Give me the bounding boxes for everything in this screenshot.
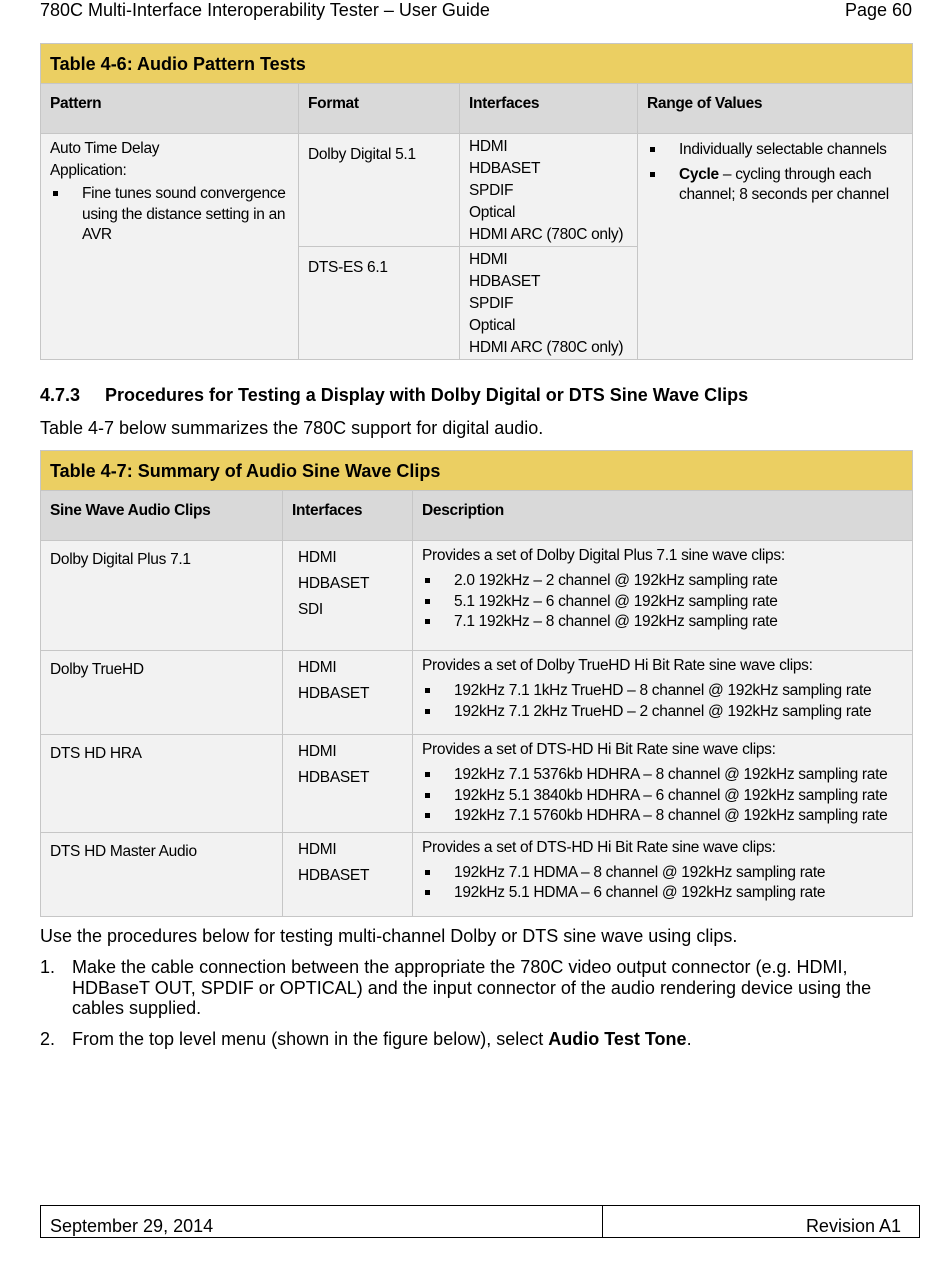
application-bullet: Fine tunes sound convergence using the distance setting in an AVR (50, 184, 289, 246)
description-cell (413, 735, 913, 833)
range-bullet (647, 165, 903, 206)
interfaces-cell (460, 247, 638, 360)
section-number: 4.7.3 (40, 385, 81, 405)
interface-item: HDMI (298, 659, 337, 676)
description-cell (413, 832, 913, 916)
description-bullet: 192kHz 7.1 5376kb HDHRA – 8 channel @ 192kHz sampling rate (422, 765, 903, 786)
pattern-name: Auto Time Delay (50, 140, 160, 157)
table-header-row (41, 491, 913, 541)
interfaces-cell (283, 651, 413, 735)
format-name: Dolby Digital 5.1 (308, 146, 416, 163)
table-row (41, 134, 913, 247)
clip-name: Dolby Digital Plus 7.1 (50, 551, 191, 568)
description-text: Provides a set of DTS-HD Hi Bit Rate sine wave clips: (422, 838, 776, 856)
interface-item: HDMI (298, 840, 337, 858)
section-title: Procedures for Testing a Display with Dolby Digital or DTS Sine Wave Clips (105, 385, 749, 405)
table-row (41, 541, 913, 651)
step-number: 2. (40, 1029, 56, 1049)
table-header-row (41, 84, 913, 134)
description-bullet: 192kHz 7.1 5760kb HDHRA – 8 channel @ 192kHz sampling rate (422, 806, 903, 827)
interface-item: Optical (469, 204, 516, 221)
step-item (40, 1029, 900, 1050)
pattern-cell (41, 134, 299, 360)
clip-cell (41, 832, 283, 916)
sine-wave-clips-table (40, 450, 913, 917)
description-bullet: 7.1 192kHz – 8 channel @ 192kHz sampling rate (422, 612, 903, 633)
interface-item: HDBASET (469, 160, 541, 177)
clip-name: Dolby TrueHD (50, 661, 144, 678)
interface-item: HDMI ARC (780C only) (469, 226, 624, 243)
procedures-intro: Use the procedures below for testing multi-channel Dolby or DTS sine wave using clips. (40, 926, 738, 946)
range-bullet-bold: Cycle (679, 165, 719, 183)
interface-item: HDMI (469, 251, 508, 268)
format-name: DTS-ES 6.1 (308, 259, 388, 276)
menu-item-name: Audio Test Tone (548, 1029, 687, 1049)
page-footer (40, 1205, 920, 1238)
interface-item: HDBASET (298, 575, 370, 592)
section-heading (40, 385, 748, 406)
interfaces-cell (283, 832, 413, 916)
range-cell (638, 134, 913, 360)
description-bullet: 192kHz 7.1 1kHz TrueHD – 8 channel @ 192kHz sampling rate (422, 681, 903, 702)
step-text-part: . (686, 1029, 692, 1049)
step-item (40, 957, 900, 1019)
interface-item: HDMI (298, 549, 337, 566)
interface-item: SDI (298, 601, 323, 618)
column-header: Interfaces (283, 491, 413, 541)
page-number: Page 60 (844, 0, 912, 20)
step-text: Make the cable connection between the appropriate the 780C video output connector (e.g. HDMI, HDBaseT OUT, SPDIF or OPTICAL) and the input connector of the audio rendering device using the cables supplied. (72, 957, 872, 1018)
interface-item: SPDIF (469, 295, 514, 312)
table-row (41, 832, 913, 916)
interface-item: HDBASET (298, 866, 370, 884)
interfaces-cell (283, 735, 413, 833)
description-bullet: 192kHz 5.1 HDMA – 6 channel @ 192kHz sampling rate (422, 883, 903, 904)
format-cell (299, 247, 460, 360)
interface-item: HDBASET (469, 273, 541, 290)
column-header: Sine Wave Audio Clips (41, 491, 283, 541)
step-number: 1. (40, 957, 56, 977)
footer-revision: Revision A1 (805, 1216, 901, 1236)
clip-name: DTS HD HRA (50, 745, 142, 762)
description-text: Provides a set of Dolby TrueHD Hi Bit Rate sine wave clips: (422, 657, 813, 674)
description-text: Provides a set of Dolby Digital Plus 7.1 sine wave clips: (422, 547, 785, 564)
clip-name: DTS HD Master Audio (50, 842, 197, 860)
description-text: Provides a set of DTS-HD Hi Bit Rate sine wave clips: (422, 741, 776, 758)
step-text (72, 1029, 900, 1050)
description-bullet: 2.0 192kHz – 2 channel @ 192kHz sampling rate (422, 571, 903, 592)
document-title: 780C Multi-Interface Interoperability Tester – User Guide (40, 0, 490, 20)
table-row (41, 735, 913, 833)
description-bullet: 192kHz 7.1 2kHz TrueHD – 2 channel @ 192kHz sampling rate (422, 702, 903, 723)
intro-paragraph: Table 4-7 below summarizes the 780C support for digital audio. (40, 418, 544, 438)
interface-item: HDMI ARC (780C only) (469, 339, 624, 356)
footer-date: September 29, 2014 (41, 1206, 603, 1237)
clip-cell (41, 651, 283, 735)
description-cell (413, 541, 913, 651)
application-label: Application: (50, 162, 127, 179)
range-bullet-text: – cycling through each channel; 8 seconds per channel (679, 165, 889, 203)
step-text-part: From the top level menu (shown in the figure below), select (72, 1029, 549, 1049)
description-bullet: 5.1 192kHz – 6 channel @ 192kHz sampling rate (422, 592, 903, 613)
format-cell (299, 134, 460, 247)
column-header: Interfaces (460, 84, 638, 134)
interface-item: HDMI (298, 743, 337, 760)
audio-pattern-tests-table (40, 43, 913, 360)
range-bullet: Individually selectable channels (647, 140, 903, 161)
column-header: Description (413, 491, 913, 541)
column-header: Format (299, 84, 460, 134)
interface-item: Optical (469, 317, 516, 334)
interface-item: HDBASET (298, 685, 370, 702)
column-header: Pattern (41, 84, 299, 134)
table-caption: Table 4-6: Audio Pattern Tests (41, 44, 913, 84)
description-bullet: 192kHz 7.1 HDMA – 8 channel @ 192kHz sampling rate (422, 863, 903, 884)
interface-item: HDBASET (298, 769, 370, 786)
column-header: Range of Values (638, 84, 913, 134)
interfaces-cell (460, 134, 638, 247)
description-bullet: 192kHz 5.1 3840kb HDHRA – 6 channel @ 192kHz sampling rate (422, 786, 903, 807)
clip-cell (41, 735, 283, 833)
interface-item: HDMI (469, 138, 508, 155)
clip-cell (41, 541, 283, 651)
interfaces-cell (283, 541, 413, 651)
page-header (40, 0, 912, 22)
table-caption: Table 4-7: Summary of Audio Sine Wave Clips (41, 451, 913, 491)
description-cell (413, 651, 913, 735)
table-row (41, 651, 913, 735)
interface-item: SPDIF (469, 182, 514, 199)
